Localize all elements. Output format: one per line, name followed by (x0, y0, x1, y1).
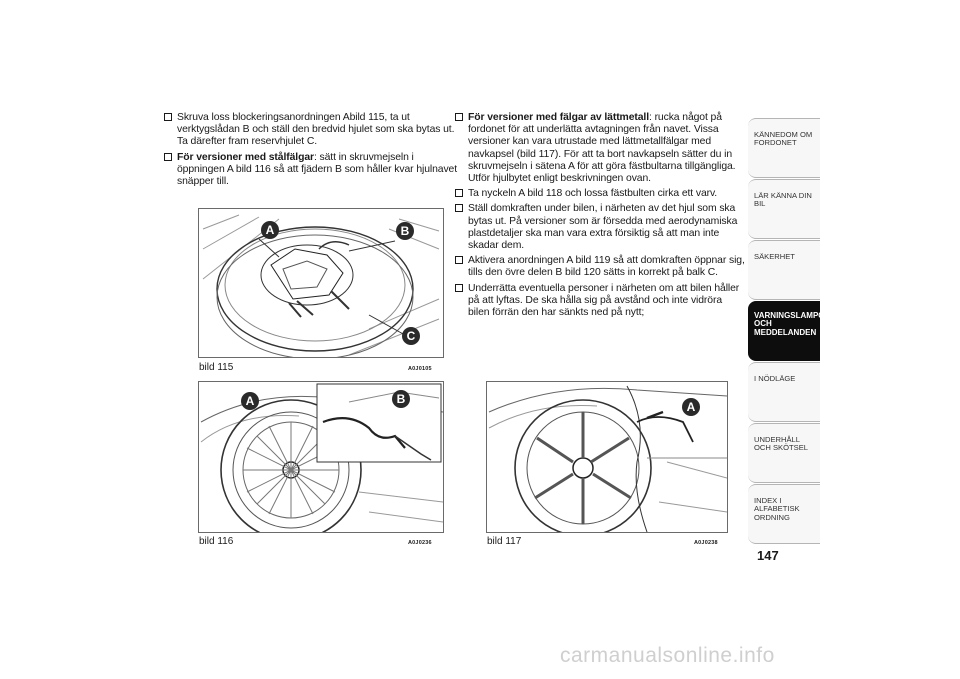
instruction-bullet (455, 112, 745, 185)
instruction-bullet (164, 152, 460, 189)
instruction-bullet (455, 255, 745, 279)
bullet-bold-lead: För versioner med stålfälgar (177, 151, 314, 163)
bullet-box-icon (455, 284, 463, 292)
bullet-box-icon (455, 256, 463, 264)
left-column (164, 112, 460, 191)
bullet-text: : sätt in skruvmejseln i öppningen A bild 116 så att fjädern B som håller kvar hjulnavet snäpper till. (177, 151, 458, 188)
watermark-text: carmanualsonline.info (560, 644, 775, 667)
figure-117-code: A0J0238 (694, 540, 718, 546)
tab-i-nodlage[interactable]: I NÖDLÄGE (748, 362, 820, 422)
bullet-bold-lead: För versioner med fälgar av lättmetall (468, 112, 649, 123)
figure-117-image (486, 381, 728, 533)
callout-b-badge: B (392, 390, 410, 408)
tab-varningslampor-och-meddelanden[interactable]: VARNINGSLAMPOR OCH MEDDELANDEN (748, 301, 820, 361)
bullet-box-icon (455, 204, 463, 212)
tab-kannedom-om-fordonet[interactable]: KÄNNEDOM OM FORDONET (748, 118, 820, 178)
figure-115-caption: bild 115 (199, 362, 234, 373)
figure-117-caption: bild 117 (487, 536, 522, 547)
bullet-text: Aktivera anordningen A bild 119 så att domkraften öppnar sig, tills den övre delen B bild 120 sätts in korrekt på balk C. (468, 255, 745, 279)
tab-lar-kanna-din-bil[interactable]: LÄR KÄNNA DIN BIL (748, 179, 820, 239)
bullet-box-icon (455, 113, 463, 121)
callout-a-badge: A (682, 398, 700, 416)
instruction-bullet (164, 112, 460, 149)
page-number: 147 (757, 548, 779, 563)
bullet-text: : rucka något på fordonet för att underlätta avtagningen från navet. Vissa versioner kan vara utrustade med lättmetallfälgar med navkapsel (bild 117). För att ta bort navkapseln sätter du in skruvmejseln i sätena A för att göra fästbultarna tillgängliga. Utför hjulbytet enligt beskrivningen ovan. (468, 112, 736, 185)
bullet-box-icon (455, 189, 463, 197)
tab-sakerhet[interactable]: SÄKERHET (748, 240, 820, 300)
instruction-bullet (455, 283, 745, 320)
instruction-bullet (455, 203, 745, 252)
callout-b-badge: B (396, 222, 414, 240)
figure-115-code: A0J0105 (408, 366, 432, 372)
tab-underhall-och-skotsel[interactable]: UNDERHÅLL OCH SKÖTSEL (748, 423, 820, 483)
mid-column (455, 112, 745, 322)
bullet-text: Ta nyckeln A bild 118 och lossa fästbulten cirka ett varv. (468, 188, 718, 200)
bullet-text: Ställ domkraften under bilen, i närheten av det hjul som ska bytas ut. På versioner som är försedda med aerodynamiska plastdetaljer ska man vara extra försiktig så att man inte skadar dem. (468, 203, 738, 252)
callout-c-badge: C (402, 327, 420, 345)
figure-115-image (198, 208, 444, 358)
instruction-bullet (455, 188, 745, 200)
figure-116-code: A0J0236 (408, 540, 432, 546)
bullet-box-icon (164, 113, 172, 121)
bullet-text: Skruva loss blockeringsanordningen Abild 115, ta ut verktygslådan B och ställ den bredvid hjulet som ska bytas ut. Ta därefter fram reservhjulet C. (177, 112, 455, 148)
bullet-box-icon (164, 153, 172, 161)
figure-116-caption: bild 116 (199, 536, 234, 547)
figure-116-image (198, 381, 444, 533)
tab-index-i-alfabetisk-ordning[interactable]: INDEX I ALFABETISK ORDNING (748, 484, 820, 544)
callout-a-badge: A (241, 392, 259, 410)
bullet-text: Underrätta eventuella personer i närheten om att bilen håller på att lyftas. De ska hålla sig på avstånd och inte vidröra bilen förrän den har sänkts ned på nytt; (468, 282, 740, 319)
callout-a-badge: A (261, 221, 279, 239)
